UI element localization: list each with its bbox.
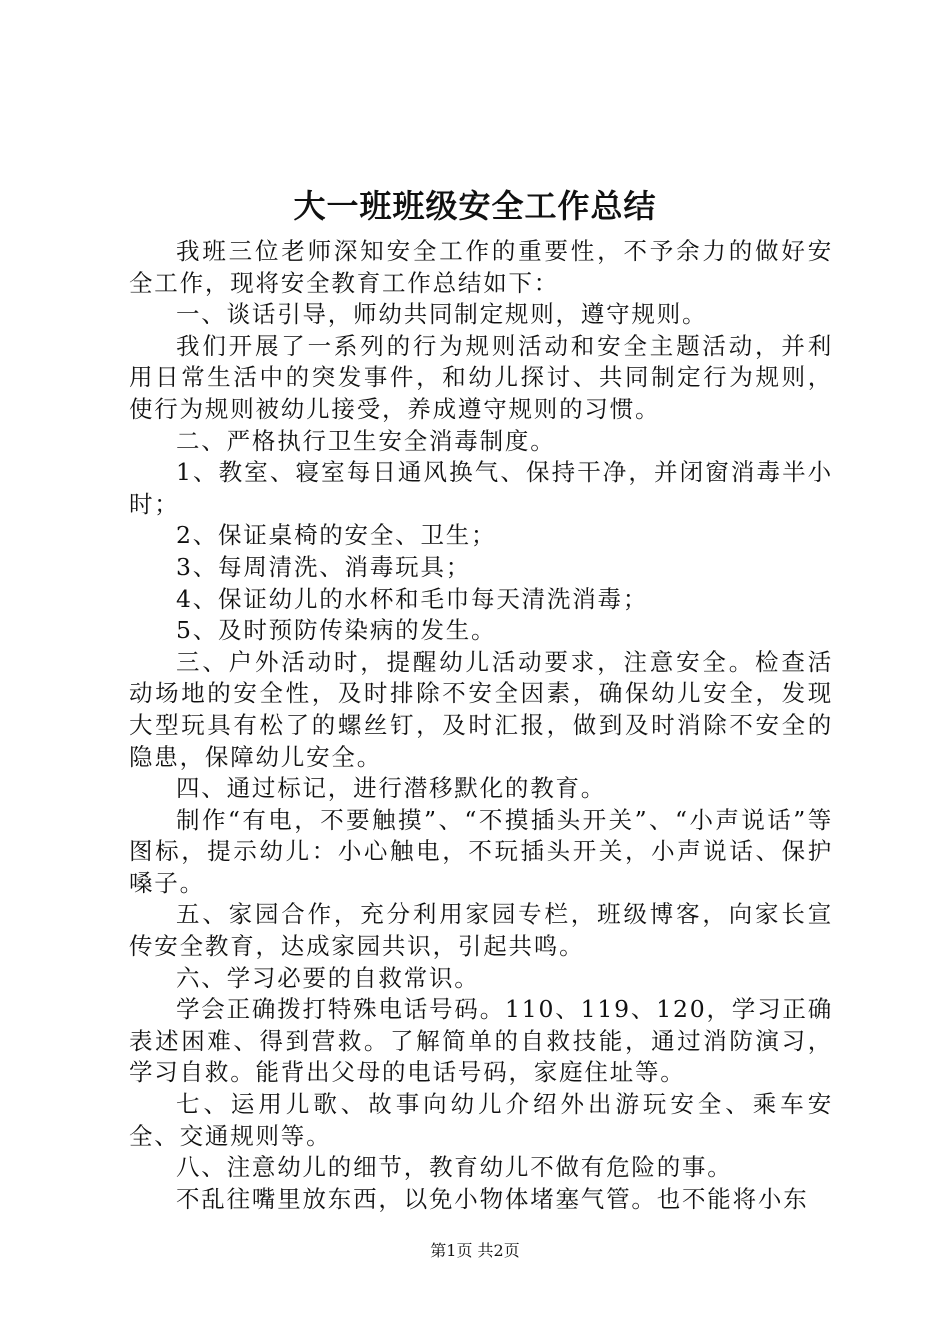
list-item: 2、保证桌椅的安全、卫生； — [176, 521, 497, 550]
section-heading-6: 六、学习必要的自救常识。 — [176, 963, 480, 992]
page-number: 第1页 — [430, 1241, 473, 1260]
list-item: 3、每周清洗、消毒玩具； — [176, 552, 472, 581]
list-item: 5、及时预防传染病的发生。 — [176, 616, 497, 645]
paragraph-rules: 我们开展了一系列的行为规则活动和安全主题活动，并利用日常生活中的突发事件，和幼儿探讨、共同制定行为规则，使行为规则被幼儿接受，养成遵守规则的习惯。 — [129, 331, 833, 423]
paragraph-details: 不乱往嘴里放东西，以免小物体堵塞气管。也不能将小东 — [176, 1184, 809, 1213]
paragraph-intro: 我班三位老师深知安全工作的重要性，不予余力的做好安全工作，现将安全教育工作总结如下： — [129, 237, 833, 297]
section-heading-4: 四、通过标记，进行潜移默化的教育。 — [176, 774, 607, 803]
document-body — [129, 236, 833, 1215]
paragraph-signs: 制作“有电，不要触摸”、“不摸插头开关”、“小声说话”等图标，提示幼儿：小心触电，不玩插头开关，小声说话、保护嗓子。 — [129, 805, 833, 897]
section-heading-2: 二、严格执行卫生安全消毒制度。 — [176, 426, 556, 455]
section-heading-7: 七、运用儿歌、故事向幼儿介绍外出游玩安全、乘车安全、交通规则等。 — [129, 1090, 833, 1150]
section-heading-5: 五、家园合作，充分利用家园专栏，班级博客，向家长宣传安全教育，达成家园共识，引起共鸣。 — [129, 900, 833, 961]
section-heading-1: 一、谈话引导，师幼共同制定规则，遵守规则。 — [176, 300, 708, 329]
paragraph-self-rescue: 学会正确拨打特殊电话号码。110、119、120，学习正确表述困难、得到营救。了解简单的自救技能，通过消防演习，学习自救。能背出父母的电话号码，家庭住址等。 — [129, 995, 833, 1087]
list-item: 4、保证幼儿的水杯和毛巾每天清洗消毒； — [176, 584, 649, 613]
document-title: 大一班班级安全工作总结 — [293, 187, 657, 225]
page-total: 共2页 — [477, 1241, 520, 1260]
section-heading-8: 八、注意幼儿的细节，教育幼儿不做有危险的事。 — [176, 1153, 733, 1182]
list-item: 1、教室、寝室每日通风换气、保持干净，并闭窗消毒半小时； — [129, 458, 833, 518]
section-heading-3: 三、户外活动时，提醒幼儿活动要求，注意安全。检查活动场地的安全性，及时排除不安全因素，确保幼儿安全，发现大型玩具有松了的螺丝钉，及时汇报，做到及时消除不安全的隐患，保障幼儿安全。 — [129, 647, 833, 771]
page-footer — [0, 1240, 950, 1262]
